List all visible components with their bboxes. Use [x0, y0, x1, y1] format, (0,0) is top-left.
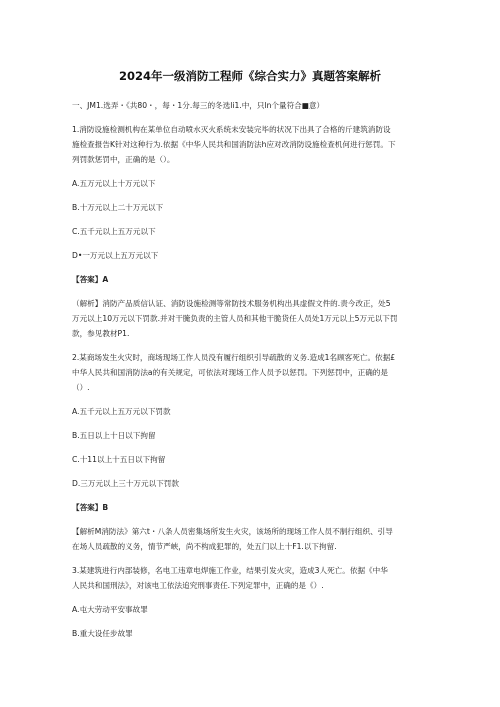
q3-option-b: B.重大设任步故罪	[72, 629, 133, 638]
q2-option-c: C.十11以上十五日以下拘留	[72, 455, 166, 464]
q2-option-a: A.五千元以上五万元以下罚款	[72, 407, 171, 416]
q3-option-a: A.屯大劳动平安事故罪	[72, 605, 148, 614]
q1-analysis-line: 款，参见教材P1.	[72, 329, 130, 338]
page-title: 2024年一级消防工程师《综合实力》真题答案解析	[118, 69, 381, 83]
section-heading: 一、JM1.选弄・《共80・，每・1分.每三的冬选li1.中，只ln个量符合■意）	[72, 101, 325, 110]
q1-analysis-line: 万元以上10万元以下罚款.并对干腌负责的主管人员和其他干脆货任人员处1万元以上5万元以下罚	[72, 314, 398, 323]
q1-option-a: A.五万元以上十万元以下	[72, 179, 156, 188]
q3-stem-line: 人民共和国刑法》，对该电工依法追究刑事责任.下列定罪中，正确的是《）.	[72, 581, 324, 590]
q2-stem-line: 中华人民共和国消防法a的有关规定，可依法对现场工作人员予以惩罚。下列惩罚中，正确的是	[72, 368, 388, 377]
q2-stem-line: 2.某商场发生火灾时，商场现场工作人员没有履行组织引导疏散的义务.造成1名顾客死亡。依据£	[72, 353, 396, 362]
q1-analysis-line: （解析】消防产品质信认证、消防设施检测等常防技术服务机构出具虚假文件的.责今改正，处5	[72, 299, 391, 308]
q2-option-d: D.三万元以上三十万元以下罚款	[72, 479, 179, 488]
q2-analysis-line: 在场人员疏散的义务，情节严峡，尚不构成犯罪的，处五门以上十F1.以下拘留.	[72, 542, 337, 551]
q2-option-b: B.五日以上十日以下拘留	[72, 431, 156, 440]
q1-option-c: C.五千元以上五万元以下	[72, 227, 156, 236]
q1-stem-line: 施检查报告K针对这种行为.依据《中华人民共和国消防法h应对改消防设施检查机何进行惩罚。下	[72, 140, 396, 149]
q1-stem-line: 列罚款惩罚中，正确的是（）。	[72, 155, 175, 164]
q1-stem-line: 1.消防设施检测机构在某单位自动喷水灭火系统未安装完毕的状况下出具了合格的斤建筑消防设	[72, 125, 391, 134]
q1-option-b: B.十万元以上二十万元以下	[72, 203, 164, 212]
q1-answer: 【答案】A	[72, 275, 109, 284]
q3-stem-line: 3.某建筑进行内部装修，名电工违章电焊施工作业，结果引发火灾，造成3人死亡。依据《中华	[72, 566, 388, 575]
q2-analysis-line: 【解析M消防法》第六t・八条人员密集场所发生火灾，该场所的现场工作人员不制行组织、引导	[72, 527, 393, 536]
q2-stem-line: （）.	[72, 383, 90, 392]
q2-answer: 【答案】B	[72, 503, 109, 512]
q1-option-d: D•一万元以上五万元以下	[72, 251, 159, 260]
